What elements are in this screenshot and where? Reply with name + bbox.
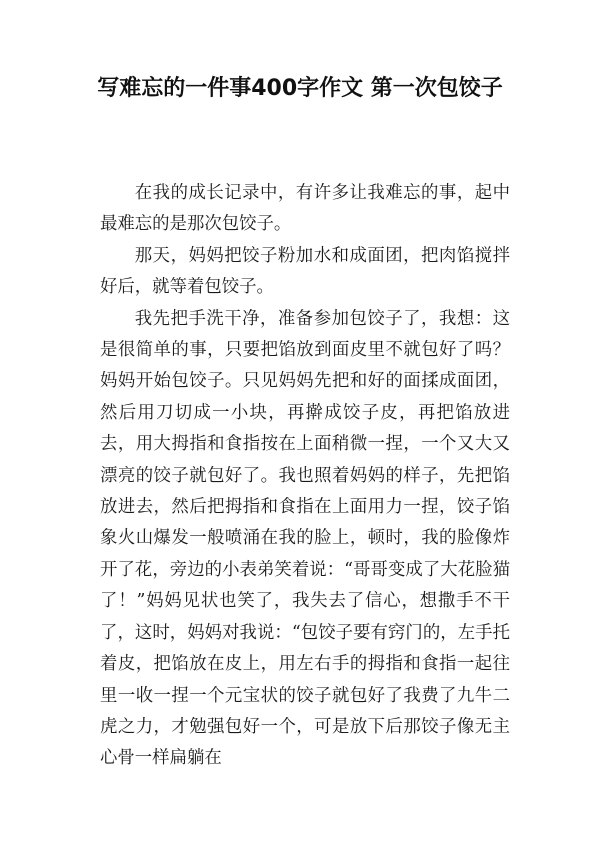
paragraph-2: 那天，妈妈把饺子粉加水和成面团，把肉馅搅拌好后，就等着包饺子。 [100, 245, 510, 298]
paragraph-3: 我先把手洗干净，准备参加包饺子了，我想：这是很简单的事，只要把馅放到面皮里不就包好了吗？妈妈开始包饺子。只见妈妈先把和好的面揉成面团，然后用刀切成一小块，再擀成饺子皮，再把馅放进去，用大拇指和食指按在上面稍微一捏，一个又大又漂亮的饺子就包好了。我也照着妈妈的样子，先把馅放进去，然后把拇指和食指在上面用力一捏，饺子馅象火山爆发一般喷涌在我的脸上，顿时，我的脸像炸开了花，旁边的小表弟笑着说：“哥哥变成了大花脸猫了！”妈妈见状也笑了，我失去了信心，想撒手不干了，这时，妈妈对我说：“包饺子要有窍门的，左手托着皮，把馅放在皮上，用左右手的拇指和食指一起往里一收一捏一个元宝状的饺子就包好了我费了九牛二虎之力，才勉强包好一个，可是放下后那饺子像无主心骨一样扁躺在 [100, 308, 510, 769]
document-body [100, 178, 510, 775]
paragraph-1: 在我的成长记录中，有许多让我难忘的事，起中最难忘的是那次包饺子。 [100, 183, 510, 235]
document-title: 写难忘的一件事400字作文 第一次包饺子 [97, 76, 503, 101]
